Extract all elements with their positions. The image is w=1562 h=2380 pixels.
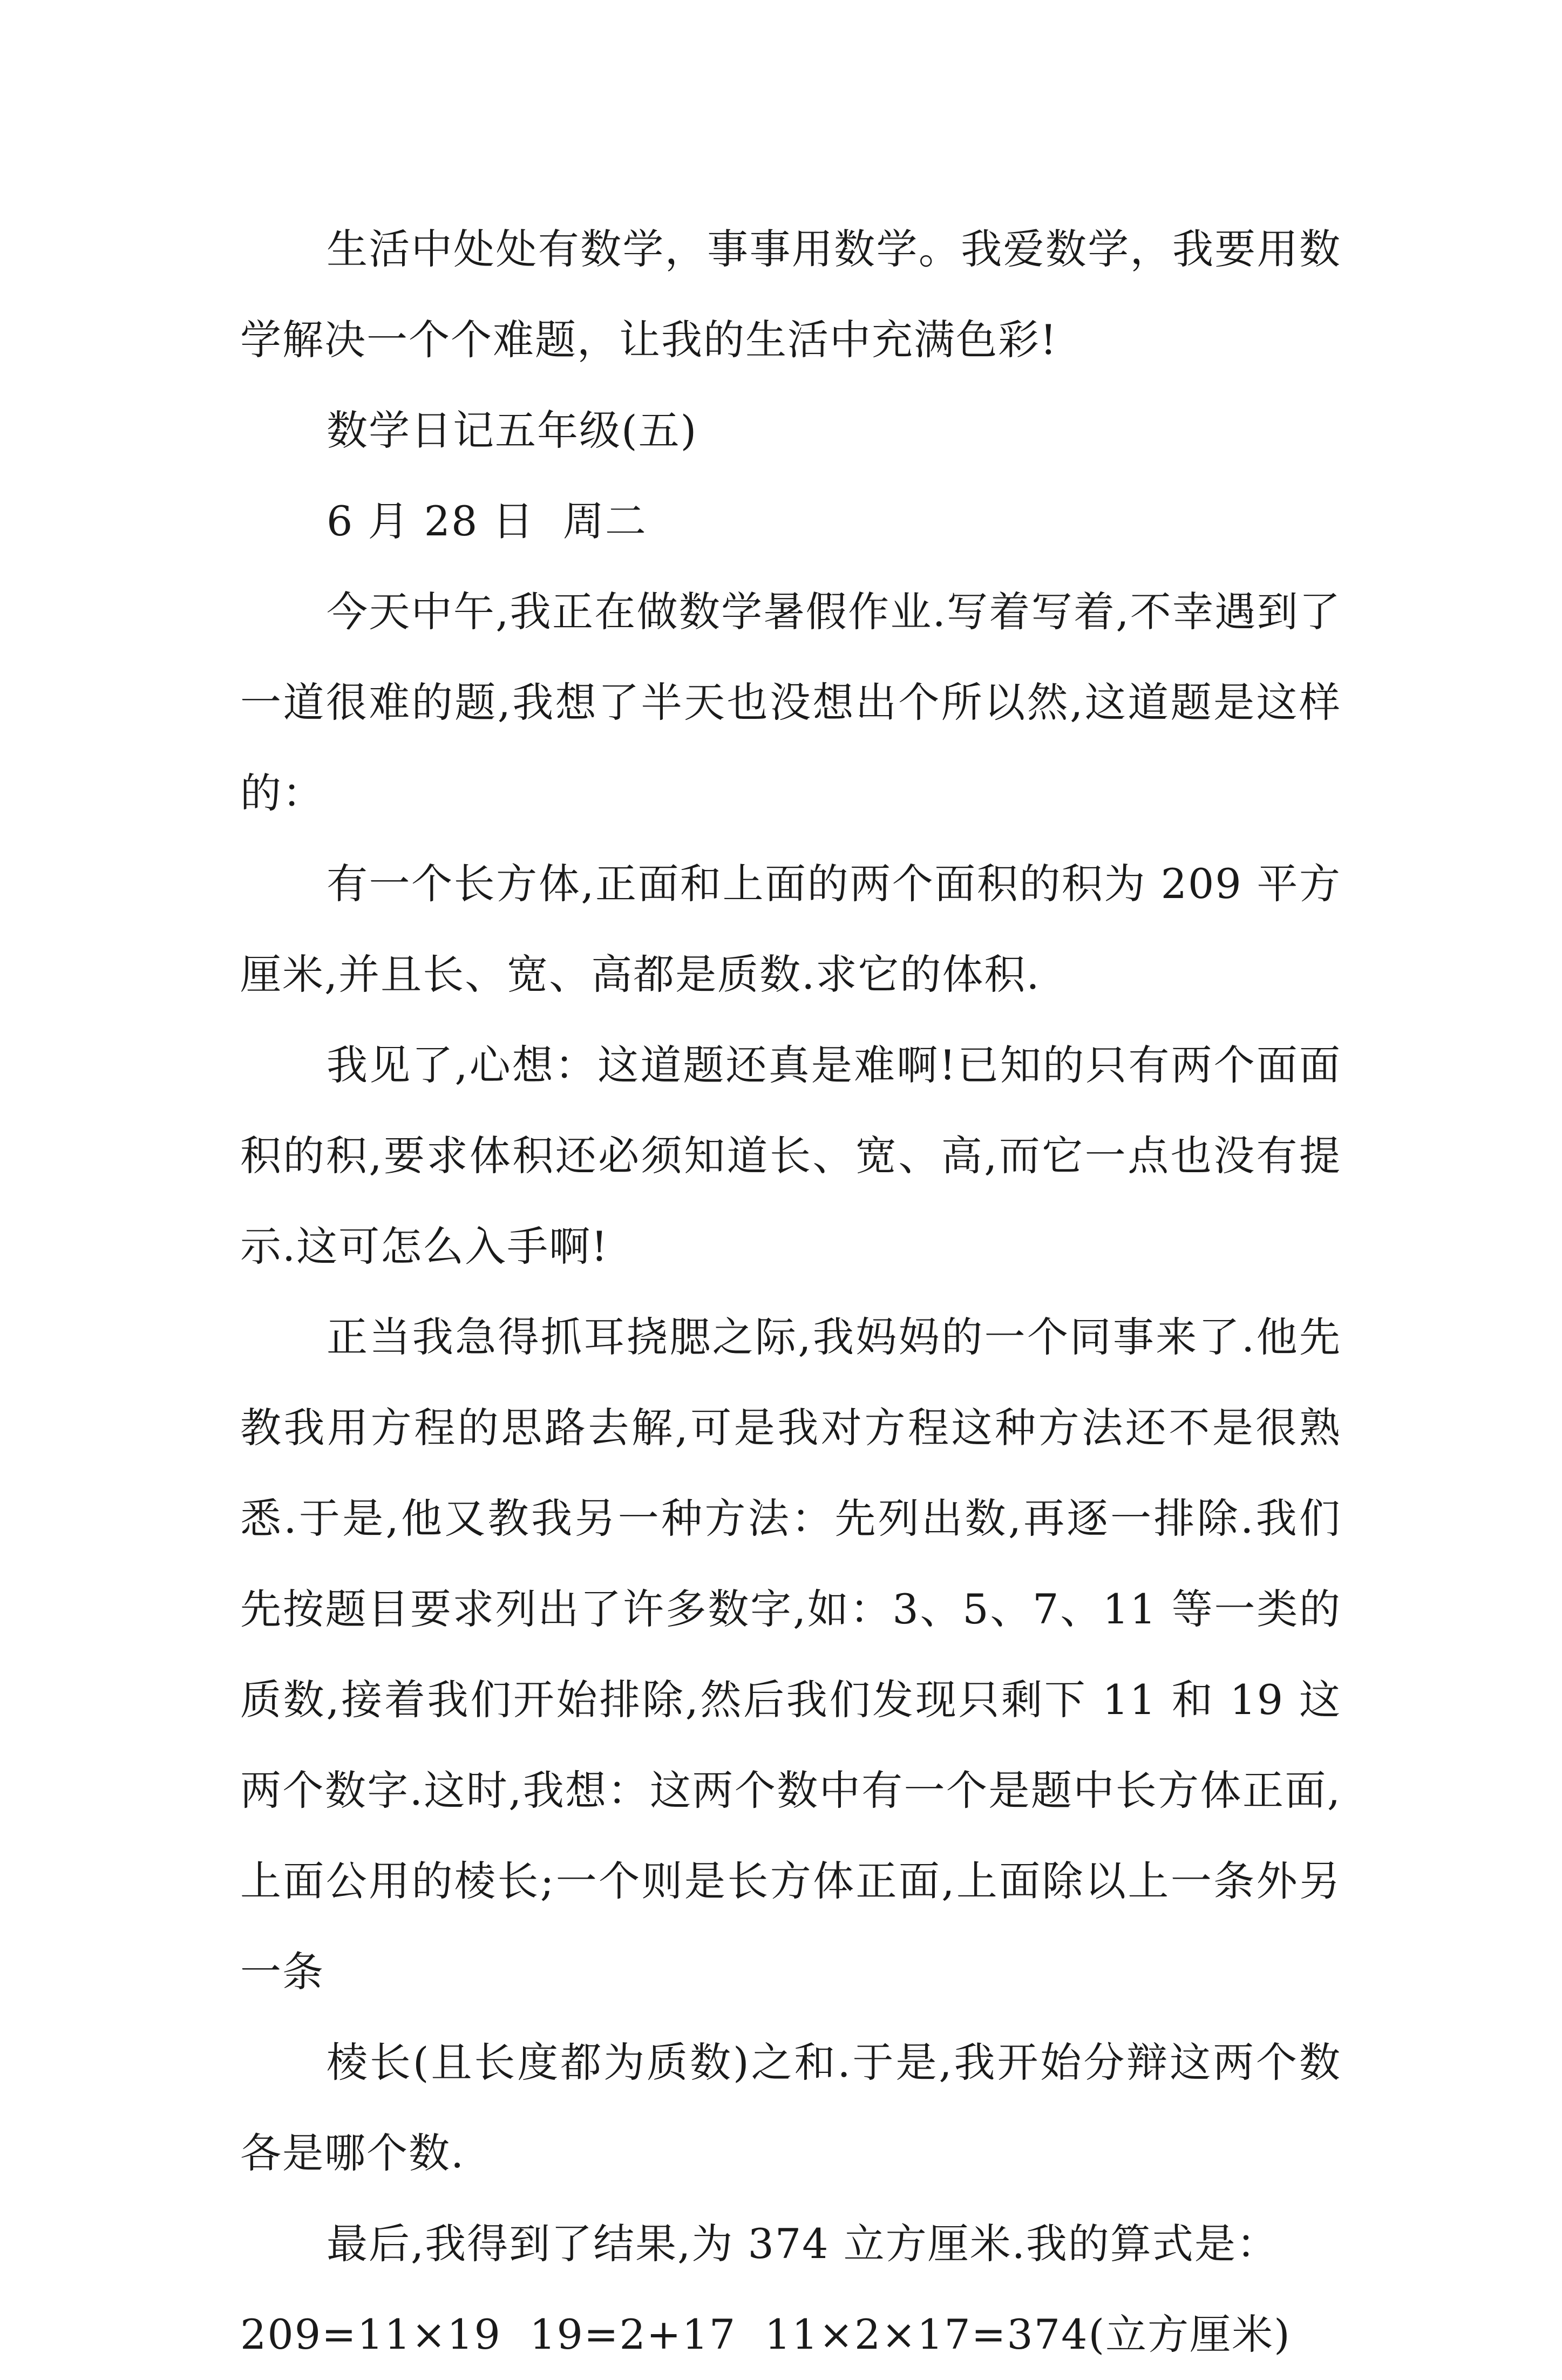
paragraph-result: 最后,我得到了结果,为 374 立方厘米.我的算式是： [327, 2220, 1279, 2268]
diary-title: 数学日记五年级(五) [327, 406, 698, 454]
paragraph-problem: 有一个长方体,正面和上面的两个面积的积为 209 平方厘米,并且长、宽、高都是质数.求它的体积. [240, 860, 1341, 998]
document-body [240, 204, 1341, 2380]
paragraph-edge: 棱长(且长度都为质数)之和.于是,我开始分辩这两个数各是哪个数. [240, 2038, 1341, 2177]
paragraph-thought: 我见了,心想：这道题还真是难啊!已知的只有两个面面积的积,要求体积还必须知道长、宽、高,而它一点也没有提示.这可怎么入手啊! [240, 1041, 1341, 1270]
formula-line: 209=11×19 19=2+17 11×2×17=374(立方厘米) [240, 2310, 1291, 2358]
paragraph-method: 正当我急得抓耳挠腮之际,我妈妈的一个同事来了.他先教我用方程的思路去解,可是我对方程这种方法还不是很熟悉.于是,他又教我另一种方法：先列出数,再逐一排除.我们先按题目要求列出了许多数字,如：3、5、7、11 等一类的质数,接着我们开始排除,然后我们发现只剩下 11 和 19 这两个数字.这时,我想：这两个数中有一个是题中长方体正面,上面公用的棱长;一个则是长方体正面,上面除以上一条外另一条 [240, 1313, 1341, 1996]
diary-date: 6 月 28 日 周二 [327, 497, 647, 545]
paragraph-intro: 生活中处处有数学，事事用数学。我爱数学，我要用数学解决一个个难题，让我的生活中充满色彩! [240, 225, 1341, 364]
paragraph-noon: 今天中午,我正在做数学暑假作业.写着写着,不幸遇到了一道很难的题,我想了半天也没想出个所以然,这道题是这样的： [240, 588, 1341, 817]
